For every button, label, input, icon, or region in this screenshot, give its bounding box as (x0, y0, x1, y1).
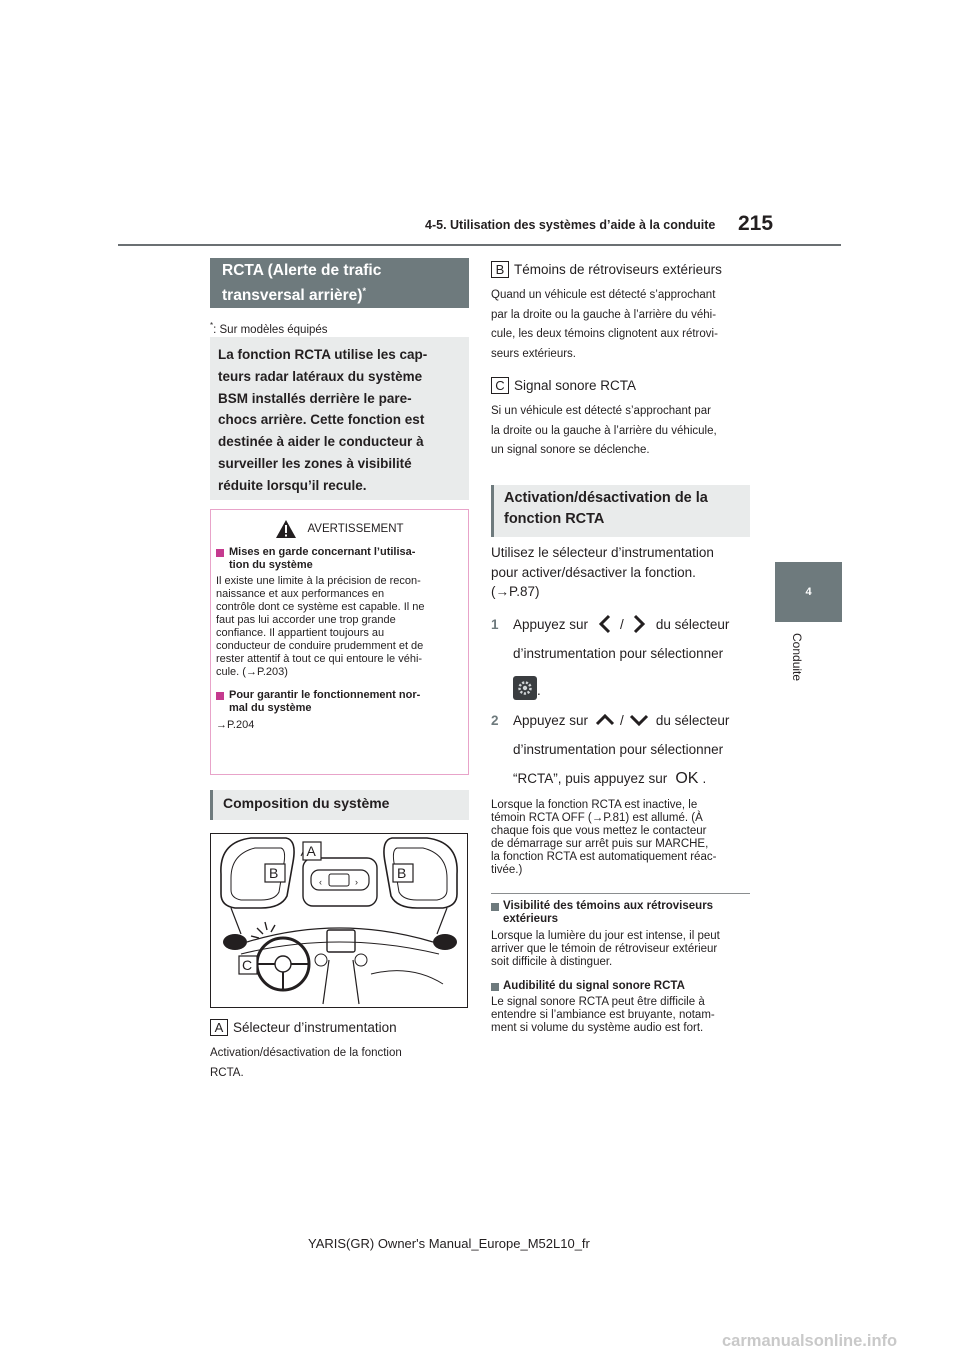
item-a-desc: Activation/désactivation de la fonction (210, 1047, 402, 1059)
step-2-text: Appuyez sur (513, 712, 589, 728)
diagram-label-b-left: B (269, 865, 279, 881)
item-a-label: A (210, 1019, 228, 1036)
note-line: tivée.) (491, 863, 523, 876)
warning-bullet-1 (216, 546, 463, 572)
ok-button-icon: OK (675, 769, 699, 787)
step-1-text: Appuyez sur (513, 616, 589, 632)
item-b-desc: seurs extérieurs. (491, 347, 577, 360)
activation-title-line: fonction RCTA (504, 511, 605, 527)
svg-text:›: › (355, 877, 358, 887)
page-number: 215 (738, 212, 774, 235)
audibility-section (491, 980, 753, 1035)
rcta-title-line2: transversal arrière) (222, 287, 363, 305)
warning-bullet-2-title: Pour garantir le fonctionnement nor- (229, 689, 421, 701)
visibility-line: soit difficile à distinguer. (491, 955, 613, 968)
activation-note (491, 799, 753, 877)
note-line: de démarrage sur arrêt puis sur MARCHE, (491, 837, 709, 850)
visibility-title: extérieurs (503, 912, 558, 925)
footer-manual-id: YARIS(GR) Owner's Manual_Europe_M52L10_fr (308, 1236, 590, 1251)
activation-intro: (→P.87) (491, 584, 540, 599)
chevron-up-icon (594, 711, 616, 729)
activation-intro: pour activer/désactiver la fonction. (491, 564, 696, 580)
step-1 (491, 610, 753, 700)
item-c-label: C (491, 377, 509, 394)
warning-line: contrôle dont ce système est capable. Il ne (216, 601, 425, 613)
item-b (491, 261, 750, 364)
audibility-line: ment si volume du système audio est fort. (491, 1021, 704, 1034)
intro-line: La fonction RCTA utilise les cap- (218, 347, 428, 362)
chapter-number: 4 (805, 586, 812, 598)
warning-line: Il existe une limite à la précision de recon- (216, 575, 421, 587)
item-b-label: B (491, 261, 509, 278)
item-a-desc: RCTA. (210, 1066, 244, 1079)
chapter-label: Conduite (790, 633, 804, 682)
note-line: Lorsque la fonction RCTA est inactive, le (491, 798, 698, 811)
warning-triangle-icon (275, 519, 297, 539)
step-2-end: . (702, 770, 707, 786)
bullet-square-icon (216, 692, 224, 700)
warning-line: rester attentif à tout ce qui entoure le véhi- (216, 653, 423, 665)
step-1-text: du sélecteur (655, 616, 730, 632)
visibility-title: Visibilité des témoins aux rétroviseurs (503, 899, 714, 912)
rcta-title-line1: RCTA (Alerte de trafic (222, 262, 382, 279)
intro-line: réduite lorsqu’il recule. (218, 477, 367, 493)
step-1-slash: / (620, 616, 624, 632)
activation-title-line: Activation/désactivation de la (504, 490, 708, 506)
item-c-title: Signal sonore RCTA (514, 378, 637, 393)
step-1-number: 1 (491, 616, 499, 632)
intro-box (210, 337, 469, 500)
warning-line: naissance et aux performances en (216, 588, 385, 600)
warning-title: AVERTISSEMENT (307, 522, 404, 535)
diagram-label-c: C (242, 957, 253, 973)
warning-line: faut pas lui accorder une trop grande (216, 614, 396, 626)
step-2-number: 2 (491, 712, 499, 728)
item-c (491, 377, 750, 461)
header-section-title: 4-5. Utilisation des systèmes d’aide à la conduite (425, 218, 716, 232)
warning-line: cule. (→P.203) (216, 666, 288, 678)
warning-bullet-1-title: tion du système (229, 559, 313, 571)
step-1-end: . (537, 682, 541, 698)
chapter-tab (775, 562, 842, 622)
item-c-desc: Si un véhicule est détecté s’approchant par (491, 405, 711, 417)
note-line: témoin RCTA OFF (→P.81) est allumé. (À (491, 811, 703, 824)
bullet-square-icon (491, 983, 499, 991)
activation-body (491, 543, 753, 1035)
item-b-desc: cule, les deux témoins clignotent aux rétrovi- (491, 328, 718, 340)
bullet-square-icon (216, 549, 224, 557)
step-2-text: du sélecteur (655, 712, 730, 728)
intro-line: teurs radar latéraux du système (218, 368, 423, 384)
audibility-line: Le signal sonore RCTA peut être difficile à (491, 995, 705, 1008)
item-b-desc: Quand un véhicule est détecté s’approchant (491, 289, 716, 301)
warning-bullet-1-title: Mises en garde concernant l’utilisa- (229, 546, 416, 558)
diagram-label-a: A (306, 843, 316, 859)
footnote-mark: * (210, 321, 214, 330)
intro-line: BSM installés derrière le pare- (218, 390, 412, 406)
warning-header (216, 516, 463, 542)
activation-intro: Utilisez le sélecteur d’instrumentation (491, 545, 714, 560)
step-2-text: d’instrumentation pour sélectionner (513, 741, 724, 757)
dashboard-illustration (211, 834, 467, 1007)
warning-bullet-2-title: mal du système (229, 702, 312, 714)
footnote-text: : Sur modèles équipés (213, 323, 328, 336)
warning-bullet-2-ref: →P.204 (216, 719, 255, 731)
rcta-section-title (210, 258, 469, 308)
footnote (210, 321, 328, 336)
visibility-line: arriver que le témoin de rétroviseur extérieur (491, 942, 718, 955)
watermark: carmanualsonline.info (722, 1332, 898, 1350)
step-2-slash: / (620, 712, 624, 728)
warning-bullet-1-text (216, 575, 463, 679)
rcta-title-asterisk: * (362, 286, 366, 296)
header-rule (118, 244, 841, 246)
step-2-text: “RCTA”, puis appuyez sur (513, 770, 668, 786)
chevron-right-icon (628, 613, 648, 635)
item-c-desc: un signal sonore se déclenche. (491, 444, 650, 456)
warning-line: conducteur de conduire prudemment et de (216, 640, 424, 652)
bullet-square-icon (491, 903, 499, 911)
chevron-left-icon (596, 613, 616, 635)
item-a (210, 1019, 469, 1083)
audibility-title: Audibilité du signal sonore RCTA (503, 979, 685, 992)
item-b-title: Témoins de rétroviseurs extérieurs (514, 262, 722, 277)
item-a-title: Sélecteur d’instrumentation (233, 1020, 397, 1035)
visibility-section (491, 900, 753, 969)
intro-line: destinée à aider le conducteur à (218, 434, 424, 450)
activation-title (491, 485, 750, 537)
intro-line: chocs arrière. Cette fonction est (218, 412, 425, 428)
step-2 (491, 706, 753, 793)
item-c-desc: la droite ou la gauche à l’arrière du véhicule, (491, 424, 717, 437)
step-1-text: d’instrumentation pour sélectionner (513, 645, 724, 661)
settings-gear-icon (513, 676, 537, 700)
diagram-label-b-right: B (397, 865, 407, 881)
note-line: chaque fois que vous mettez le contacteur (491, 824, 707, 837)
warning-box (210, 509, 469, 775)
chevron-down-icon (628, 711, 650, 729)
visibility-line: Lorsque la lumière du jour est intense, il peut (491, 929, 720, 942)
note-line: la fonction RCTA est automatiquement réac- (491, 850, 717, 863)
warning-line: confiance. Il appartient toujours au (216, 627, 385, 639)
svg-text:‹: ‹ (319, 877, 322, 887)
audibility-line: entendre si l’ambiance est bruyante, notam- (491, 1008, 715, 1021)
dashboard-diagram (210, 833, 468, 1008)
warning-bullet-2 (216, 689, 463, 715)
intro-line: surveiller les zones à visibilité (218, 455, 412, 471)
divider (491, 893, 750, 894)
item-b-desc: par la droite ou la gauche à l’arrière du véhi- (491, 308, 717, 321)
composition-title: Composition du système (210, 790, 469, 820)
